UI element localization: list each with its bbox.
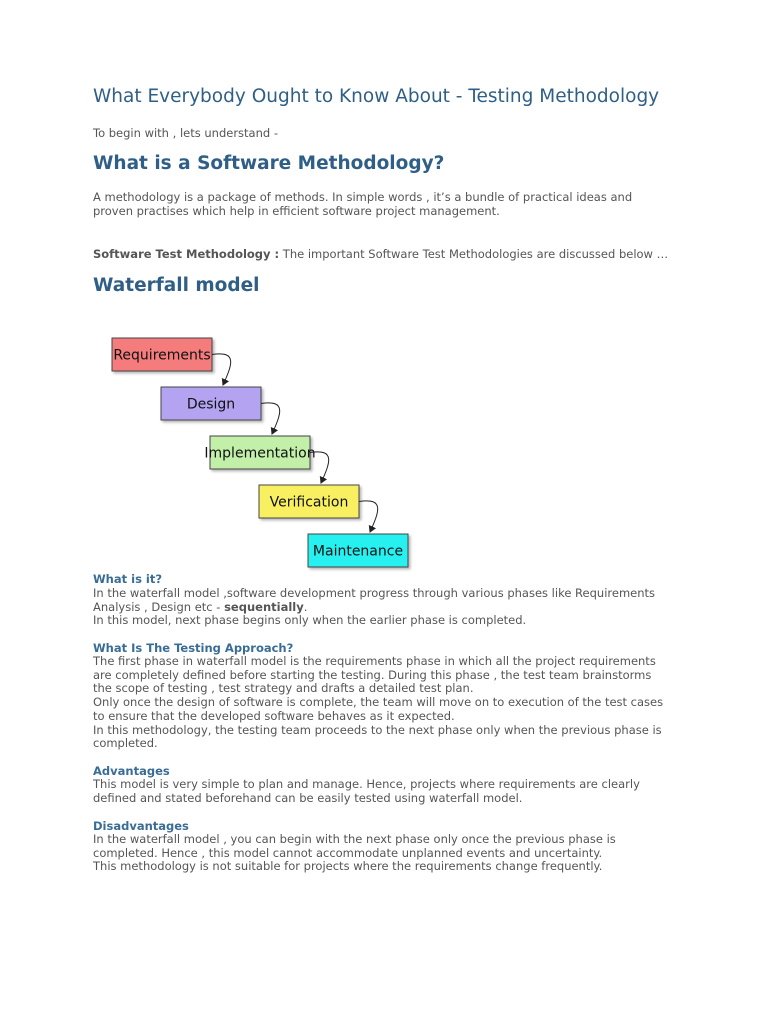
diagram-box-verification <box>259 485 359 518</box>
paragraph-line: completed. Hence , this model cannot accommodate unplanned events and uncertainty. <box>93 845 603 860</box>
waterfall-diagram <box>103 325 423 575</box>
advantages-paragraph <box>93 778 693 805</box>
paragraph-line <box>93 601 693 615</box>
paragraph-line: completed. <box>93 736 158 751</box>
lead-text: The important Software Test Methodologies are discussed below … <box>279 247 669 261</box>
paragraph-line: This model is very simple to plan and manage. Hence, projects where requirements are clearly <box>93 777 640 791</box>
heading-advantages: Advantages <box>93 764 170 778</box>
diagram-boxes <box>112 338 408 567</box>
sequentially-emphasis: sequentially <box>224 599 304 614</box>
diagram-box-requirements <box>112 338 212 371</box>
box-label: Maintenance <box>312 543 404 560</box>
paragraph-line: The first phase in waterfall model is the requirements phase in which all the project requirements <box>93 654 656 668</box>
box-label: Verification <box>269 494 349 511</box>
paragraph-line: In this model, next phase begins only when the earlier phase is completed. <box>93 613 527 628</box>
diagram-box-design <box>161 387 261 420</box>
flow-arrow <box>261 403 280 434</box>
paragraph-line: are completely defined before starting the testing. During this phase , the test team brainstorms <box>93 667 652 682</box>
diagram-box-maintenance <box>308 534 408 567</box>
paragraph-line: proven practises which help in efficient software project management. <box>93 203 500 218</box>
paragraph-line: In this methodology, the testing team proceeds to the next phase only when the previous phase is <box>93 722 662 737</box>
line-text: . <box>303 599 308 614</box>
heading-what-is-it: What is it? <box>93 572 163 586</box>
diagram-box-implementation <box>204 436 315 469</box>
heading-testing-approach: What Is The Testing Approach? <box>93 641 294 655</box>
paragraph-line: the scope of testing , test strategy and drafts a detailed test plan. <box>93 681 474 696</box>
page-title: What Everybody Ought to Know About - Testing Methodology <box>93 86 660 107</box>
paragraph-line: In the waterfall model , you can begin with the next phase only once the previous phase is <box>93 832 616 846</box>
lead-label: Software Test Methodology : <box>93 247 280 261</box>
box-label: Implementation <box>204 445 316 462</box>
paragraph-line: A methodology is a package of methods. In simple words , it’s a bundle of practical ideas and <box>93 190 633 204</box>
paragraph-line: defined and stated beforehand can be easily tested using waterfall model. <box>93 790 523 805</box>
flow-arrow <box>212 354 231 385</box>
heading-software-methodology: What is a Software Methodology? <box>93 153 445 174</box>
paragraph-line: Only once the design of software is complete, the team will move on to execution of the test cases <box>93 695 664 710</box>
intro-text: To begin with , lets understand - <box>93 126 278 140</box>
heading-disadvantages: Disadvantages <box>93 819 189 833</box>
paragraph-line: This methodology is not suitable for projects where the requirements change frequently. <box>93 859 603 874</box>
testing-approach-paragraph <box>93 655 693 751</box>
disadvantages-paragraph <box>93 833 693 874</box>
methodology-paragraph <box>93 191 683 218</box>
line-text: Analysis , Design etc - <box>93 599 225 614</box>
what-is-it-paragraph <box>93 587 693 628</box>
flow-arrow <box>359 501 378 532</box>
test-methodology-lead <box>93 247 668 261</box>
box-label: Design <box>186 396 236 413</box>
paragraph-line: to ensure that the developed software behaves as it expected. <box>93 708 455 723</box>
paragraph-line: In the waterfall model ,software development progress through various phases like Requirements <box>93 586 656 600</box>
box-label: Requirements <box>113 347 211 364</box>
heading-waterfall-model: Waterfall model <box>93 275 260 296</box>
